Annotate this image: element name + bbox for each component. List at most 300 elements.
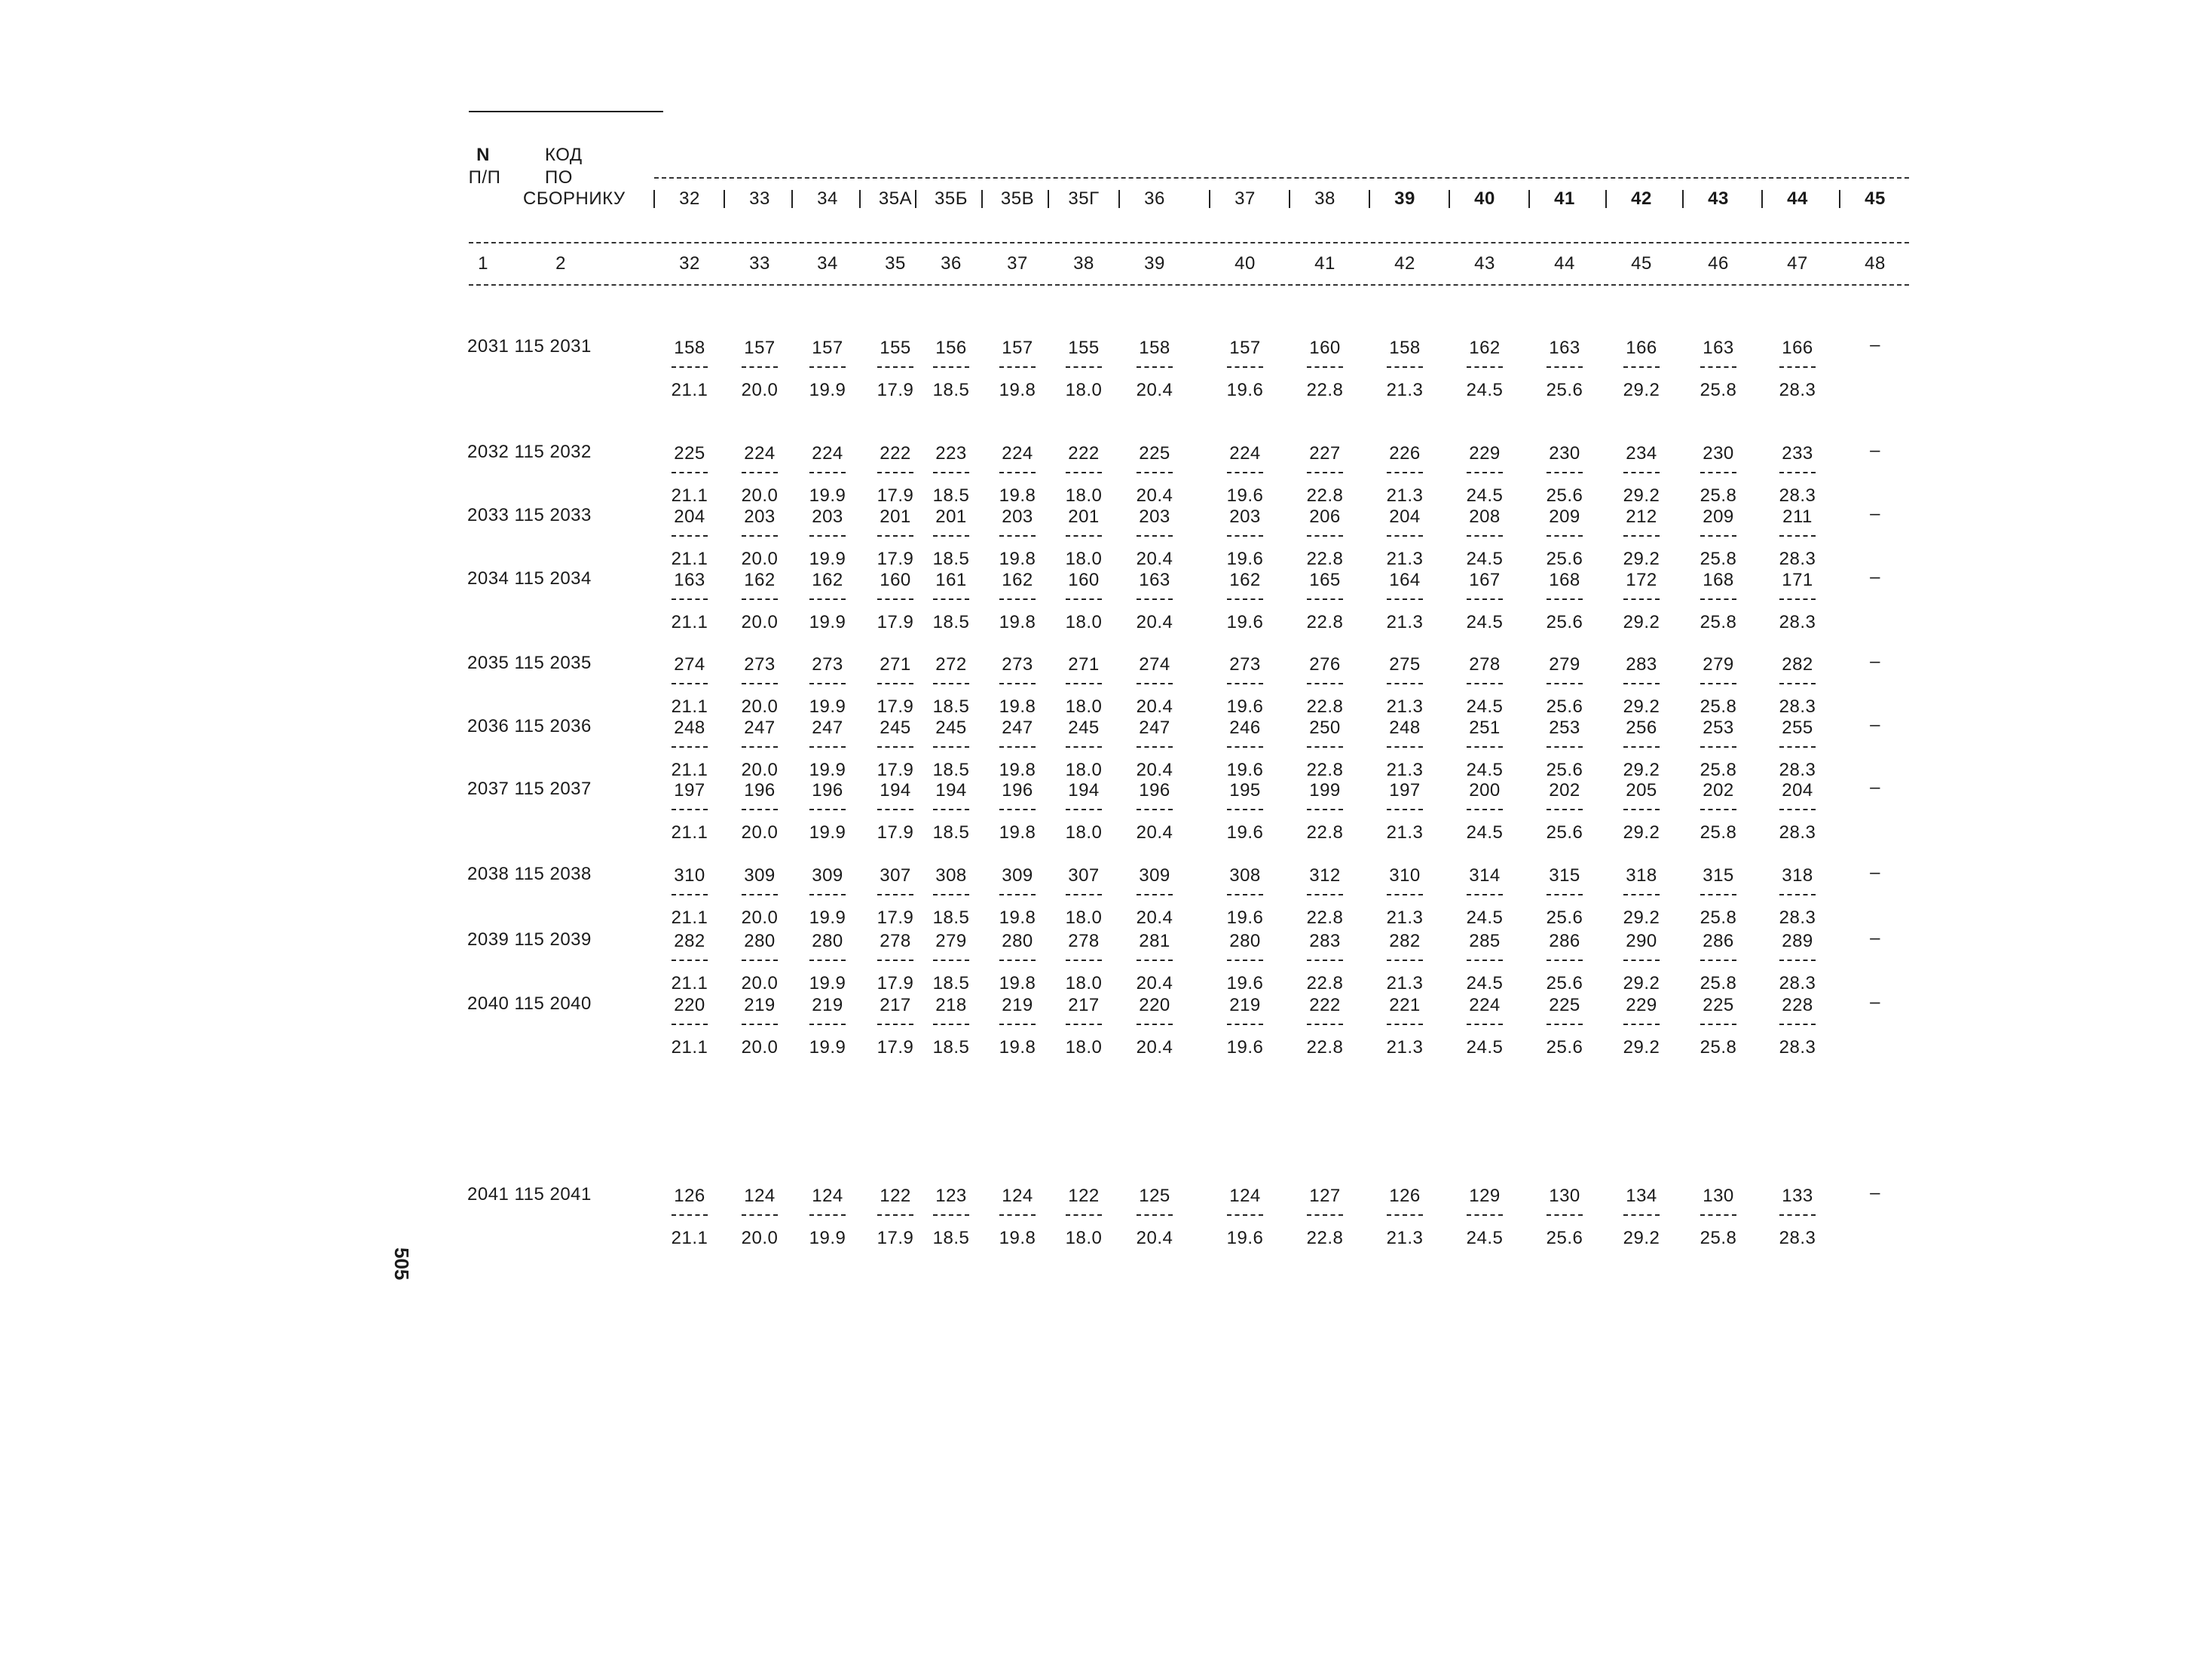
fraction-bar xyxy=(1227,472,1263,473)
row-value-bottom: 21.1 xyxy=(671,696,708,717)
fraction-bar xyxy=(1137,894,1173,895)
row-value-bottom: 20.0 xyxy=(741,908,779,928)
fraction-bar xyxy=(1066,535,1102,537)
row-value-top: 222 xyxy=(1309,995,1341,1015)
row-value-bottom: 18.0 xyxy=(1065,696,1103,717)
row-value-bottom: 29.2 xyxy=(1623,760,1660,780)
fraction-bar xyxy=(999,366,1036,368)
row-code: 2032 115 2032 xyxy=(467,442,592,462)
row-value-bottom: 24.5 xyxy=(1466,1228,1504,1248)
fraction-bar xyxy=(1547,472,1583,473)
row-value-bottom: 20.4 xyxy=(1136,973,1173,993)
row-value-top: 280 xyxy=(1229,931,1261,951)
row-value-top: 219 xyxy=(1002,995,1033,1015)
fraction-bar xyxy=(672,535,708,537)
column-separator xyxy=(1528,190,1530,208)
row-value-top: 286 xyxy=(1549,931,1580,951)
row-value-top: 201 xyxy=(880,507,911,527)
row-value-bottom: 25.6 xyxy=(1546,380,1583,400)
fraction-bar xyxy=(1623,1024,1660,1025)
row-value-bottom: 20.4 xyxy=(1136,612,1173,632)
row-value-bottom: 25.8 xyxy=(1700,908,1737,928)
row-value-bottom: 20.0 xyxy=(741,612,779,632)
fraction-bar xyxy=(742,809,778,810)
row-value-top: 195 xyxy=(1229,780,1261,800)
row-value-top: 253 xyxy=(1703,718,1734,738)
fraction-bar xyxy=(1623,535,1660,537)
row-value-bottom: 20.4 xyxy=(1136,696,1173,717)
fraction-bar xyxy=(672,746,708,748)
fraction-bar xyxy=(1467,1214,1503,1216)
fraction-bar xyxy=(1547,1214,1583,1216)
row-value-bottom: 19.6 xyxy=(1226,612,1264,632)
row-value-top: 219 xyxy=(1229,995,1261,1015)
column-header-15: 44 xyxy=(1787,188,1808,209)
column-header-3: 35А xyxy=(878,188,913,209)
column-header-6: 35Г xyxy=(1068,188,1100,209)
fraction-bar xyxy=(933,683,969,684)
row-value-top: 228 xyxy=(1782,995,1813,1015)
row-last-dash: – xyxy=(1870,715,1880,735)
row-value-top: 312 xyxy=(1309,865,1341,886)
row-value-bottom: 25.8 xyxy=(1700,973,1737,993)
row-value-bottom: 25.8 xyxy=(1700,549,1737,569)
row-value-top: 162 xyxy=(744,570,776,590)
column-separator xyxy=(1682,190,1684,208)
row-value-bottom: 24.5 xyxy=(1466,696,1504,717)
fraction-bar xyxy=(809,1024,846,1025)
fraction-bar xyxy=(1779,598,1816,600)
fraction-bar xyxy=(1623,598,1660,600)
row-code: 2034 115 2034 xyxy=(467,568,592,589)
row-value-bottom: 21.1 xyxy=(671,822,708,843)
row-value-top: 309 xyxy=(1002,865,1033,886)
row-value-top: 308 xyxy=(935,865,967,886)
row-value-bottom: 18.5 xyxy=(932,549,970,569)
row-value-bottom: 29.2 xyxy=(1623,1037,1660,1058)
row-value-bottom: 19.9 xyxy=(809,908,846,928)
row-value-top: 234 xyxy=(1626,443,1657,464)
column-header-11: 40 xyxy=(1474,188,1495,209)
row-value-top: 196 xyxy=(744,780,776,800)
row-value-top: 224 xyxy=(744,443,776,464)
row-value-bottom: 19.9 xyxy=(809,822,846,843)
row-value-top: 315 xyxy=(1549,865,1580,886)
row-value-top: 273 xyxy=(1002,654,1033,675)
row-value-top: 123 xyxy=(935,1186,967,1206)
row-value-top: 251 xyxy=(1469,718,1501,738)
row-value-top: 274 xyxy=(1139,654,1170,675)
fraction-bar xyxy=(742,535,778,537)
row-value-top: 227 xyxy=(1309,443,1341,464)
row-value-top: 199 xyxy=(1309,780,1341,800)
fraction-bar xyxy=(742,366,778,368)
row-value-bottom: 21.1 xyxy=(671,485,708,506)
row-value-bottom: 25.6 xyxy=(1546,1037,1583,1058)
row-value-bottom: 20.4 xyxy=(1136,760,1173,780)
row-value-top: 124 xyxy=(744,1186,776,1206)
row-value-bottom: 17.9 xyxy=(877,485,914,506)
fraction-bar xyxy=(1700,683,1736,684)
row-value-top: 280 xyxy=(744,931,776,951)
row-value-top: 158 xyxy=(674,338,705,358)
row-value-top: 272 xyxy=(935,654,967,675)
row-code: 2037 115 2037 xyxy=(467,779,592,799)
row-value-top: 221 xyxy=(1389,995,1421,1015)
fraction-bar xyxy=(999,1024,1036,1025)
fraction-bar xyxy=(1623,746,1660,748)
row-value-top: 245 xyxy=(880,718,911,738)
column-header-2: 34 xyxy=(817,188,838,209)
row-value-top: 196 xyxy=(1139,780,1170,800)
row-value-top: 310 xyxy=(1389,865,1421,886)
row-value-top: 276 xyxy=(1309,654,1341,675)
row-value-top: 222 xyxy=(880,443,911,464)
fraction-bar xyxy=(933,894,969,895)
row-value-bottom: 28.3 xyxy=(1779,612,1816,632)
row-value-bottom: 18.5 xyxy=(932,612,970,632)
row-value-bottom: 24.5 xyxy=(1466,380,1504,400)
row-value-top: 318 xyxy=(1782,865,1813,886)
fraction-bar xyxy=(999,598,1036,600)
row-value-top: 307 xyxy=(880,865,911,886)
column-number-11: 41 xyxy=(1314,253,1335,274)
column-separator xyxy=(791,190,793,208)
row-value-bottom: 19.8 xyxy=(999,822,1036,843)
column-separator xyxy=(915,190,916,208)
row-value-bottom: 25.6 xyxy=(1546,696,1583,717)
row-value-bottom: 18.0 xyxy=(1065,760,1103,780)
row-value-bottom: 20.0 xyxy=(741,1037,779,1058)
row-value-top: 155 xyxy=(1068,338,1100,358)
fraction-bar xyxy=(1700,809,1736,810)
fraction-bar xyxy=(1387,598,1423,600)
row-last-dash: – xyxy=(1870,928,1880,948)
row-value-top: 197 xyxy=(674,780,705,800)
row-value-top: 279 xyxy=(1549,654,1580,675)
fraction-bar xyxy=(1700,598,1736,600)
fraction-bar xyxy=(1137,472,1173,473)
row-value-bottom: 17.9 xyxy=(877,760,914,780)
row-value-top: 166 xyxy=(1782,338,1813,358)
column-header-7: 36 xyxy=(1144,188,1165,209)
fraction-bar xyxy=(999,746,1036,748)
row-value-bottom: 21.3 xyxy=(1386,1037,1424,1058)
row-value-bottom: 21.1 xyxy=(671,973,708,993)
fraction-bar xyxy=(1467,1024,1503,1025)
row-value-top: 256 xyxy=(1626,718,1657,738)
column-header-5: 35В xyxy=(1000,188,1035,209)
fraction-bar xyxy=(1547,366,1583,368)
fraction-bar xyxy=(933,472,969,473)
row-value-top: 248 xyxy=(1389,718,1421,738)
row-value-top: 223 xyxy=(935,443,967,464)
header-code-label: КОД xyxy=(545,145,583,165)
column-separator xyxy=(1118,190,1120,208)
row-value-top: 275 xyxy=(1389,654,1421,675)
fraction-bar xyxy=(1307,746,1343,748)
fraction-bar xyxy=(1547,809,1583,810)
row-value-top: 201 xyxy=(935,507,967,527)
row-value-top: 217 xyxy=(880,995,911,1015)
row-value-top: 171 xyxy=(1782,570,1813,590)
row-value-bottom: 19.9 xyxy=(809,760,846,780)
row-value-top: 133 xyxy=(1782,1186,1813,1206)
fraction-bar xyxy=(1623,960,1660,961)
fraction-bar xyxy=(877,472,913,473)
fraction-bar xyxy=(1227,598,1263,600)
fraction-bar xyxy=(1066,598,1102,600)
row-value-top: 204 xyxy=(1389,507,1421,527)
fraction-bar xyxy=(1467,960,1503,961)
row-value-bottom: 24.5 xyxy=(1466,760,1504,780)
fraction-bar xyxy=(1307,809,1343,810)
row-value-top: 203 xyxy=(812,507,843,527)
row-value-top: 224 xyxy=(1002,443,1033,464)
row-value-bottom: 20.4 xyxy=(1136,485,1173,506)
row-value-bottom: 28.3 xyxy=(1779,485,1816,506)
row-value-top: 163 xyxy=(1703,338,1734,358)
row-value-bottom: 18.5 xyxy=(932,485,970,506)
row-value-top: 203 xyxy=(1139,507,1170,527)
fraction-bar xyxy=(809,598,846,600)
fraction-bar xyxy=(999,960,1036,961)
row-value-bottom: 21.3 xyxy=(1386,908,1424,928)
row-value-bottom: 17.9 xyxy=(877,696,914,717)
fraction-bar xyxy=(1137,746,1173,748)
row-value-bottom: 25.6 xyxy=(1546,822,1583,843)
fraction-bar xyxy=(877,366,913,368)
row-value-bottom: 22.8 xyxy=(1306,1228,1344,1248)
row-value-bottom: 25.6 xyxy=(1546,908,1583,928)
fraction-bar xyxy=(742,598,778,600)
row-value-top: 164 xyxy=(1389,570,1421,590)
row-value-bottom: 22.8 xyxy=(1306,549,1344,569)
fraction-bar xyxy=(1137,366,1173,368)
row-value-top: 278 xyxy=(880,931,911,951)
row-value-top: 127 xyxy=(1309,1186,1341,1206)
row-value-bottom: 21.3 xyxy=(1386,1228,1424,1248)
fraction-bar xyxy=(1307,960,1343,961)
fraction-bar xyxy=(1137,598,1173,600)
row-value-bottom: 20.0 xyxy=(741,696,779,717)
fraction-bar xyxy=(742,960,778,961)
row-value-top: 194 xyxy=(880,780,911,800)
fraction-bar xyxy=(672,894,708,895)
fraction-bar xyxy=(1547,598,1583,600)
row-value-bottom: 25.8 xyxy=(1700,485,1737,506)
fraction-bar xyxy=(877,960,913,961)
row-value-top: 229 xyxy=(1626,995,1657,1015)
row-value-top: 283 xyxy=(1626,654,1657,675)
row-value-top: 211 xyxy=(1782,507,1813,527)
fraction-bar xyxy=(809,1214,846,1216)
row-value-bottom: 19.8 xyxy=(999,1228,1036,1248)
row-value-bottom: 19.8 xyxy=(999,485,1036,506)
row-value-top: 160 xyxy=(1068,570,1100,590)
row-value-bottom: 18.5 xyxy=(932,908,970,928)
fraction-bar xyxy=(1137,683,1173,684)
fraction-bar xyxy=(742,1024,778,1025)
column-separator xyxy=(724,190,725,208)
column-separator xyxy=(1048,190,1049,208)
row-value-bottom: 19.9 xyxy=(809,973,846,993)
row-value-top: 162 xyxy=(1229,570,1261,590)
header-number-rule xyxy=(469,242,1909,243)
fraction-bar xyxy=(1467,472,1503,473)
header-pp-label: П/П xyxy=(468,167,501,188)
fraction-bar xyxy=(1066,809,1102,810)
row-value-top: 162 xyxy=(1469,338,1501,358)
fraction-bar xyxy=(1227,366,1263,368)
fraction-bar xyxy=(672,366,708,368)
fraction-bar xyxy=(1066,894,1102,895)
row-value-top: 197 xyxy=(1389,780,1421,800)
row-value-top: 282 xyxy=(674,931,705,951)
fraction-bar xyxy=(1623,472,1660,473)
row-value-top: 202 xyxy=(1703,780,1734,800)
row-value-bottom: 20.4 xyxy=(1136,1228,1173,1248)
row-value-bottom: 21.3 xyxy=(1386,549,1424,569)
row-value-bottom: 19.8 xyxy=(999,973,1036,993)
fraction-bar xyxy=(877,1024,913,1025)
row-value-bottom: 25.8 xyxy=(1700,1228,1737,1248)
row-value-top: 247 xyxy=(1002,718,1033,738)
header-n-label: N xyxy=(476,145,490,165)
fraction-bar xyxy=(1387,894,1423,895)
row-value-top: 225 xyxy=(1139,443,1170,464)
fraction-bar xyxy=(1387,746,1423,748)
row-value-bottom: 24.5 xyxy=(1466,822,1504,843)
column-separator xyxy=(981,190,983,208)
row-value-top: 163 xyxy=(1139,570,1170,590)
row-value-top: 157 xyxy=(1002,338,1033,358)
row-value-bottom: 19.6 xyxy=(1226,908,1264,928)
fraction-bar xyxy=(1227,894,1263,895)
row-code: 2031 115 2031 xyxy=(467,336,592,357)
row-value-bottom: 19.9 xyxy=(809,696,846,717)
fraction-bar xyxy=(1547,746,1583,748)
row-value-top: 126 xyxy=(1389,1186,1421,1206)
row-value-bottom: 28.3 xyxy=(1779,1228,1816,1248)
row-value-bottom: 20.4 xyxy=(1136,908,1173,928)
fraction-bar xyxy=(1066,1214,1102,1216)
row-value-top: 218 xyxy=(935,995,967,1015)
fraction-bar xyxy=(1066,366,1102,368)
row-value-bottom: 21.1 xyxy=(671,1228,708,1248)
row-value-bottom: 19.6 xyxy=(1226,485,1264,506)
page-number: 505 xyxy=(390,1247,413,1281)
row-value-bottom: 18.0 xyxy=(1065,612,1103,632)
row-value-bottom: 19.6 xyxy=(1226,1228,1264,1248)
row-last-dash: – xyxy=(1870,1183,1880,1203)
row-value-bottom: 20.0 xyxy=(741,973,779,993)
row-code: 2033 115 2033 xyxy=(467,505,592,525)
fraction-bar xyxy=(1700,535,1736,537)
row-value-top: 279 xyxy=(1703,654,1734,675)
fraction-bar xyxy=(999,683,1036,684)
row-value-bottom: 29.2 xyxy=(1623,1228,1660,1248)
row-value-top: 281 xyxy=(1139,931,1170,951)
row-value-bottom: 18.0 xyxy=(1065,908,1103,928)
fraction-bar xyxy=(1779,472,1816,473)
row-value-top: 122 xyxy=(880,1186,911,1206)
row-value-top: 274 xyxy=(674,654,705,675)
row-value-bottom: 19.6 xyxy=(1226,380,1264,400)
row-value-top: 200 xyxy=(1469,780,1501,800)
row-value-bottom: 28.3 xyxy=(1779,380,1816,400)
fraction-bar xyxy=(1467,894,1503,895)
row-value-top: 163 xyxy=(1549,338,1580,358)
row-value-top: 203 xyxy=(744,507,776,527)
row-value-bottom: 17.9 xyxy=(877,822,914,843)
fraction-bar xyxy=(1700,1024,1736,1025)
row-value-top: 219 xyxy=(744,995,776,1015)
row-value-bottom: 25.8 xyxy=(1700,1037,1737,1058)
row-value-top: 130 xyxy=(1549,1186,1580,1206)
row-value-bottom: 18.0 xyxy=(1065,549,1103,569)
row-value-bottom: 17.9 xyxy=(877,549,914,569)
row-value-bottom: 18.0 xyxy=(1065,485,1103,506)
fraction-bar xyxy=(1387,809,1423,810)
row-value-bottom: 25.8 xyxy=(1700,760,1737,780)
fraction-bar xyxy=(1467,683,1503,684)
column-header-16: 45 xyxy=(1865,188,1886,209)
fraction-bar xyxy=(877,1214,913,1216)
fraction-bar xyxy=(933,1024,969,1025)
row-value-bottom: 25.6 xyxy=(1546,1228,1583,1248)
fraction-bar xyxy=(1700,960,1736,961)
fraction-bar xyxy=(1547,960,1583,961)
row-value-top: 309 xyxy=(1139,865,1170,886)
header-top-rule xyxy=(469,111,663,112)
row-value-bottom: 22.8 xyxy=(1306,973,1344,993)
fraction-bar xyxy=(933,746,969,748)
fraction-bar xyxy=(809,683,846,684)
fraction-bar xyxy=(1467,535,1503,537)
row-value-bottom: 19.8 xyxy=(999,696,1036,717)
row-value-top: 168 xyxy=(1549,570,1580,590)
fraction-bar xyxy=(1779,366,1816,368)
row-value-bottom: 28.3 xyxy=(1779,696,1816,717)
fraction-bar xyxy=(933,1214,969,1216)
row-value-top: 255 xyxy=(1782,718,1813,738)
row-value-bottom: 18.0 xyxy=(1065,1037,1103,1058)
row-value-top: 172 xyxy=(1626,570,1657,590)
fraction-bar xyxy=(1307,894,1343,895)
row-value-top: 289 xyxy=(1782,931,1813,951)
fraction-bar xyxy=(1779,809,1816,810)
fraction-bar xyxy=(1227,960,1263,961)
row-value-top: 229 xyxy=(1469,443,1501,464)
row-value-bottom: 29.2 xyxy=(1623,380,1660,400)
fraction-bar xyxy=(877,894,913,895)
column-number-3: 33 xyxy=(749,253,770,274)
fraction-bar xyxy=(1066,1024,1102,1025)
row-value-top: 212 xyxy=(1626,507,1657,527)
row-value-top: 250 xyxy=(1309,718,1341,738)
fraction-bar xyxy=(1547,1024,1583,1025)
row-value-bottom: 19.9 xyxy=(809,380,846,400)
row-value-top: 314 xyxy=(1469,865,1501,886)
fraction-bar xyxy=(809,535,846,537)
row-value-bottom: 22.8 xyxy=(1306,1037,1344,1058)
fraction-bar xyxy=(672,598,708,600)
row-value-top: 278 xyxy=(1469,654,1501,675)
fraction-bar xyxy=(1307,1024,1343,1025)
row-value-bottom: 28.3 xyxy=(1779,549,1816,569)
fraction-bar xyxy=(742,894,778,895)
